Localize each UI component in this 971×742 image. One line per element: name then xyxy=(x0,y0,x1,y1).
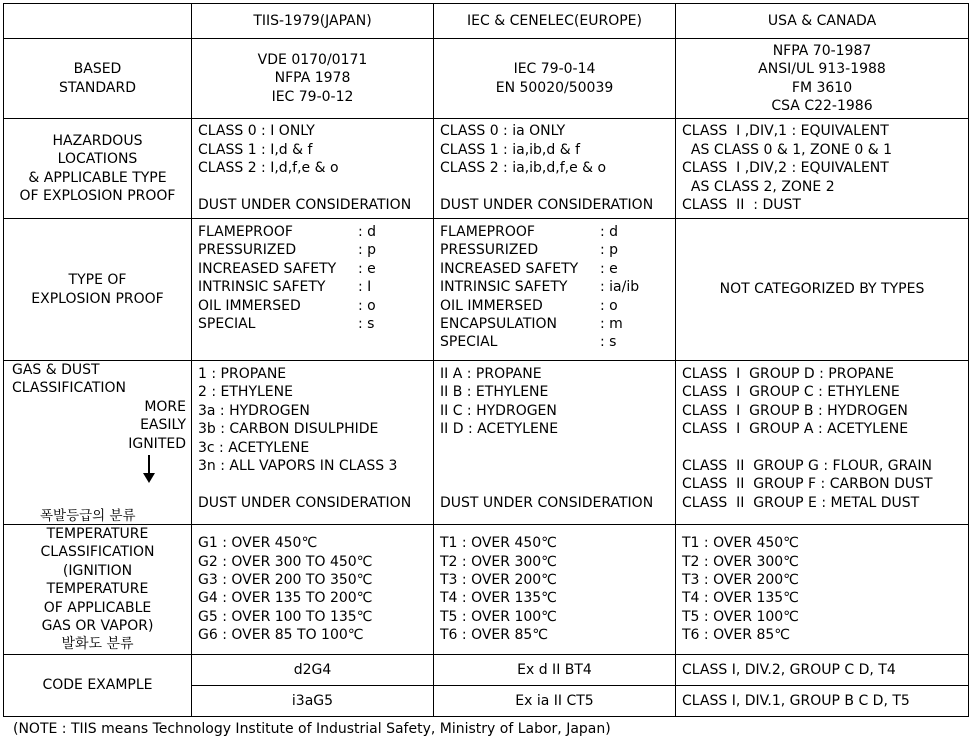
proof-item: PRESSURIZED : p xyxy=(440,242,619,259)
code-example-row-1 xyxy=(4,654,969,685)
gas-dust-row xyxy=(4,361,969,525)
gas-dust-japan: 1 : PROPANE 2 : ETHYLENE 3a : HYDROGEN 3b : CARBON DISULPHIDE 3c : ACETYLENE 3n : ALL VAPORS IN CLASS 3 DUST UNDER CONSIDERATION xyxy=(192,361,434,525)
header-row xyxy=(4,4,969,39)
hazardous-europe: CLASS 0 : ia ONLY CLASS 1 : ia,ib,d & f CLASS 2 : ia,ib,d,f,e & o DUST UNDER CONSIDERATION xyxy=(434,119,676,219)
type-of-proof-japan xyxy=(192,219,434,361)
proof-item: FLAMEPROOF : d xyxy=(198,224,377,240)
gas-dust-label: GAS & DUST CLASSIFICATION MORE EASILY IGNITED 폭발등급의 분류 xyxy=(4,361,192,525)
type-of-proof-row xyxy=(4,219,969,361)
gas-dust-europe: II A : PROPANE II B : ETHYLENE II C : HYDROGEN II D : ACETYLENE DUST UNDER CONSIDERATION xyxy=(434,361,676,525)
proof-item: SPECIAL : s xyxy=(440,334,617,351)
proof-item: PRESSURIZED : p xyxy=(198,242,377,259)
proof-item: INTRINSIC SAFETY : ia/ib xyxy=(440,279,640,296)
hazardous-usa: CLASS I ,DIV,1 : EQUIVALENT AS CLASS 0 & 1, ZONE 0 & 1 CLASS I ,DIV,2 : EQUIVALENT AS CLASS 2, ZONE 2 CLASS II : DUST xyxy=(676,119,969,219)
code-example-japan: i3aG5 xyxy=(192,685,434,716)
based-standard-japan: VDE 0170/0171 NFPA 1978 IEC 79-0-12 xyxy=(192,39,434,119)
temperature-row xyxy=(4,525,969,655)
explosion-proof-comparison-table xyxy=(3,3,969,717)
type-of-proof-label: TYPE OF EXPLOSION PROOF xyxy=(4,219,192,361)
code-example-usa: CLASS I, DIV.1, GROUP B C D, T5 xyxy=(676,685,969,716)
based-standard-europe: IEC 79-0-14 EN 50020/50039 xyxy=(434,39,676,119)
proof-item: ENCAPSULATION : m xyxy=(440,316,623,333)
based-standard-label: BASED STANDARD xyxy=(4,39,192,119)
hazardous-japan: CLASS 0 : I ONLY CLASS 1 : I,d & f CLASS 2 : I,d,f,e & o DUST UNDER CONSIDERATION xyxy=(192,119,434,219)
temperature-label: TEMPERATURE CLASSIFICATION (IGNITION TEMPERATURE OF APPLICABLE GAS OR VAPOR) 발화도 분류 xyxy=(4,525,192,655)
temperature-usa: T1 : OVER 450℃ T2 : OVER 300℃ T3 : OVER 200℃ T4 : OVER 135℃ T5 : OVER 100℃ T6 : OVER 85℃ xyxy=(676,525,969,655)
temperature-europe: T1 : OVER 450℃ T2 : OVER 300℃ T3 : OVER 200℃ T4 : OVER 135℃ T5 : OVER 100℃ T6 : OVER 85℃ xyxy=(434,525,676,655)
hazardous-label: HAZARDOUS LOCATIONS & APPLICABLE TYPE OF EXPLOSION PROOF xyxy=(4,119,192,219)
hazardous-row xyxy=(4,119,969,219)
proof-item: INTRINSIC SAFETY : I xyxy=(198,279,372,296)
proof-item: FLAMEPROOF : d xyxy=(440,224,619,240)
down-arrow-icon xyxy=(4,453,191,491)
header-japan: TIIS-1979(JAPAN) xyxy=(192,4,434,39)
code-example-europe: Ex d II BT4 xyxy=(434,654,676,685)
header-empty-cell xyxy=(4,4,192,39)
gas-dust-korean-label: 폭발등급의 분류 xyxy=(40,507,136,524)
proof-item: INCREASED SAFETY : e xyxy=(198,260,376,277)
gas-dust-usa: CLASS I GROUP D : PROPANE CLASS I GROUP C : ETHYLENE CLASS I GROUP B : HYDROGEN CLASS I GROUP A : ACETYLENE CLASS II GROUP G : FLOUR, GRAIN CLASS II GROUP F : CARBON DUST CLASS II GROUP E : METAL DUST xyxy=(676,361,969,525)
temperature-japan: G1 : OVER 450℃ G2 : OVER 300 TO 450℃ G3 : OVER 200 TO 350℃ G4 : OVER 135 TO 200℃ G5 : OVER 100 TO 135℃ G6 : OVER 85 TO 100℃ xyxy=(192,525,434,655)
code-example-europe: Ex ia II CT5 xyxy=(434,685,676,716)
code-example-japan: d2G4 xyxy=(192,654,434,685)
proof-item: OIL IMMERSED : o xyxy=(440,297,618,314)
footnote: (NOTE : TIIS means Technology Institute of Industrial Safety, Ministry of Labor, Japan) xyxy=(13,721,611,737)
based-standard-row xyxy=(4,39,969,119)
type-of-proof-usa: NOT CATEGORIZED BY TYPES xyxy=(676,219,969,361)
proof-item: SPECIAL : s xyxy=(198,316,375,333)
code-example-usa: CLASS I, DIV.2, GROUP C D, T4 xyxy=(676,654,969,685)
type-of-proof-europe xyxy=(434,219,676,361)
proof-item: INCREASED SAFETY : e xyxy=(440,260,618,277)
proof-item: OIL IMMERSED : o xyxy=(198,297,376,314)
code-example-label: CODE EXAMPLE xyxy=(4,654,192,716)
header-europe: IEC & CENELEC(EUROPE) xyxy=(434,4,676,39)
header-usa-canada: USA & CANADA xyxy=(676,4,969,39)
based-standard-usa: NFPA 70-1987 ANSI/UL 913-1988 FM 3610 CSA C22-1986 xyxy=(676,39,969,119)
